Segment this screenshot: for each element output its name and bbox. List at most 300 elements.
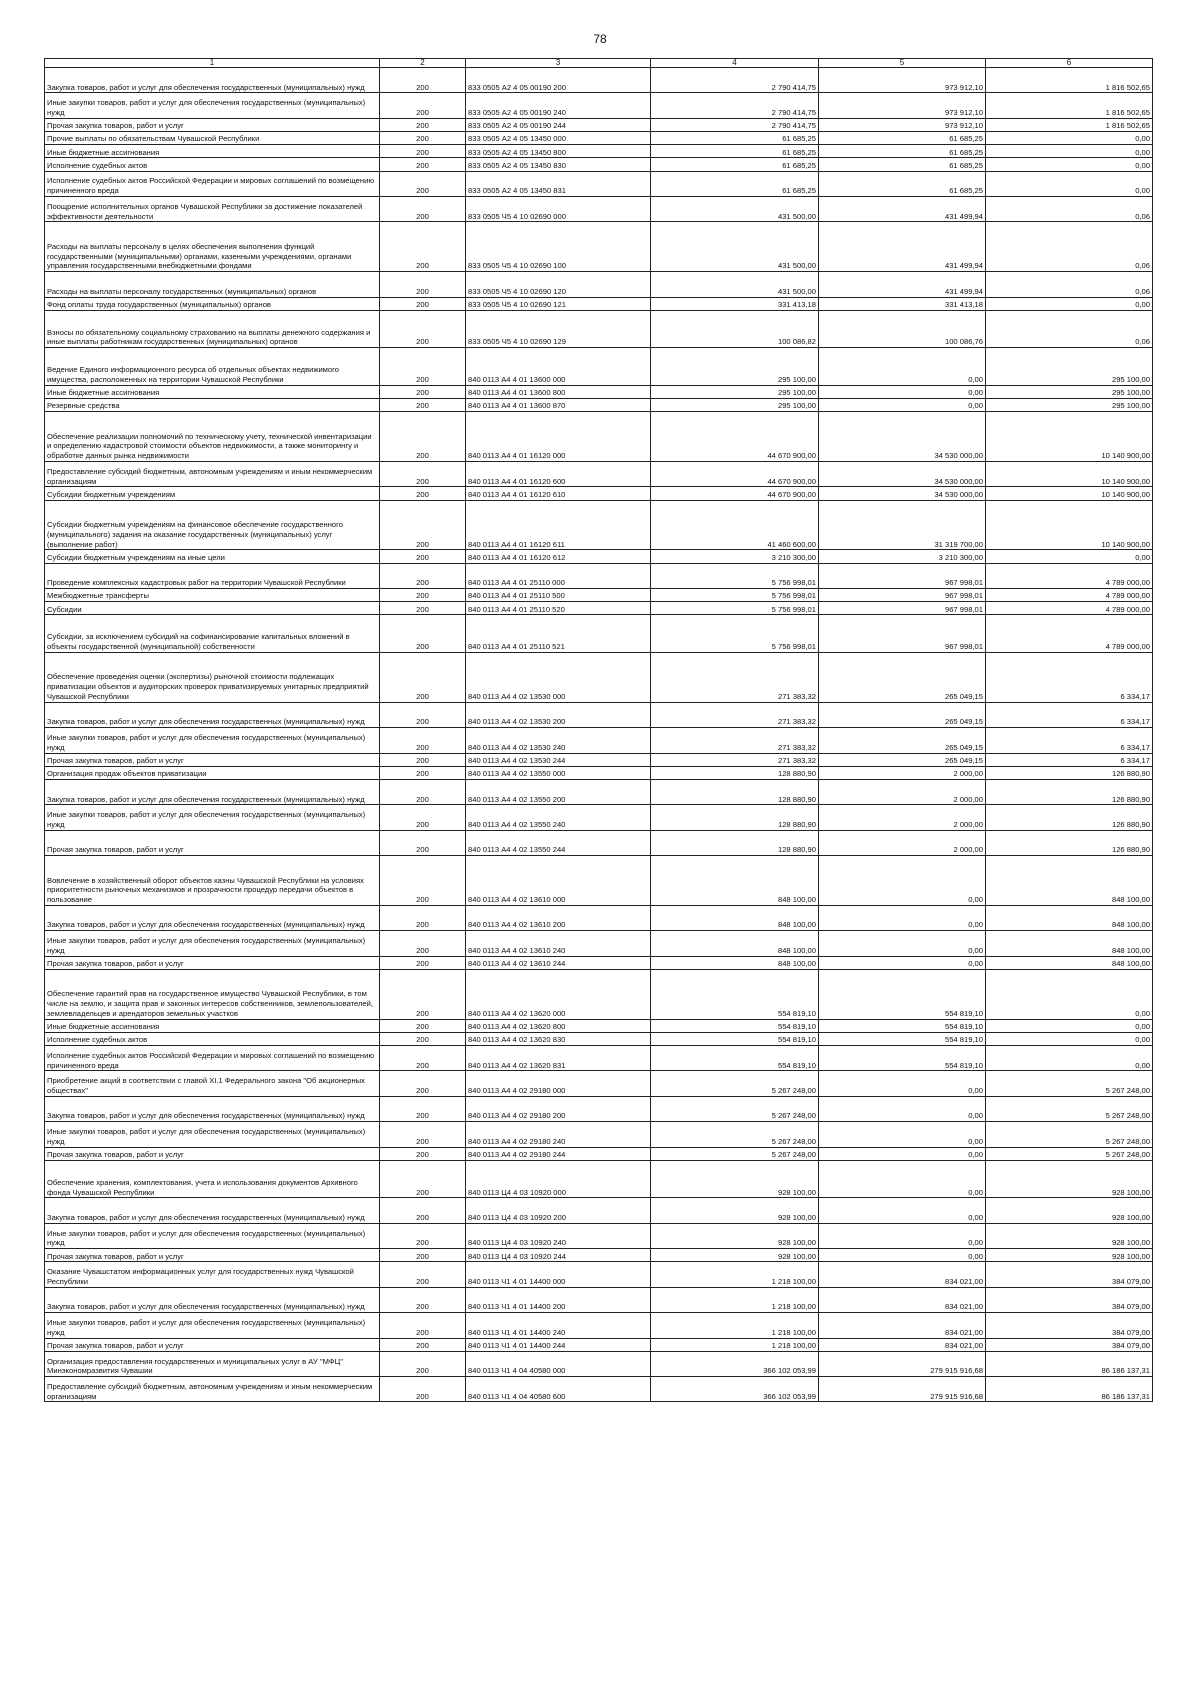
table-row xyxy=(45,1377,1153,1402)
row-description: Обеспечение проведения оценки (экспертизы) рыночной стоимости подлежащих приватизации объектов и аудиторских проверок приватизируемых унитарных предприятий Чувашской Республики xyxy=(45,652,380,702)
row-code: 200 xyxy=(380,728,466,753)
row-classification-code: 840 0113 А4 4 01 13600 870 xyxy=(466,399,651,412)
table-row xyxy=(45,563,1153,588)
row-unexecuted-amount: 0,00 xyxy=(986,145,1153,158)
row-classification-code: 840 0113 А4 4 02 13550 244 xyxy=(466,830,651,855)
row-approved-amount: 848 100,00 xyxy=(651,905,819,930)
row-description: Прочая закупка товаров, работ и услуг xyxy=(45,830,380,855)
table-row xyxy=(45,118,1153,131)
row-code: 200 xyxy=(380,956,466,969)
table-row xyxy=(45,1147,1153,1160)
row-executed-amount: 973 912,10 xyxy=(819,118,986,131)
row-approved-amount: 100 086,82 xyxy=(651,310,819,348)
row-code: 200 xyxy=(380,1122,466,1147)
row-executed-amount: 0,00 xyxy=(819,385,986,398)
row-unexecuted-amount: 86 186 137,31 xyxy=(986,1351,1153,1376)
row-approved-amount: 271 383,32 xyxy=(651,702,819,727)
row-description: Вовлечение в хозяйственный оборот объектов казны Чувашской Республики на условиях приоритетности рыночных механизмов и прозрачности процедур передачи объектов в пользование xyxy=(45,856,380,906)
row-description: Иные закупки товаров, работ и услуг для обеспечения государственных (муниципальных) нужд xyxy=(45,931,380,956)
table-row xyxy=(45,158,1153,171)
row-unexecuted-amount: 0,00 xyxy=(986,969,1153,1019)
row-code: 200 xyxy=(380,1019,466,1032)
row-approved-amount: 431 500,00 xyxy=(651,222,819,272)
table-row xyxy=(45,589,1153,602)
row-unexecuted-amount: 928 100,00 xyxy=(986,1249,1153,1262)
row-classification-code: 840 0113 Ц4 4 03 10920 000 xyxy=(466,1160,651,1198)
row-approved-amount: 1 218 100,00 xyxy=(651,1262,819,1287)
row-approved-amount: 848 100,00 xyxy=(651,856,819,906)
table-row xyxy=(45,145,1153,158)
row-code: 200 xyxy=(380,969,466,1019)
row-classification-code: 840 0113 Ч1 4 04 40580 000 xyxy=(466,1351,651,1376)
row-unexecuted-amount: 6 334,17 xyxy=(986,702,1153,727)
row-unexecuted-amount: 0,00 xyxy=(986,158,1153,171)
row-classification-code: 840 0113 А4 4 02 13550 000 xyxy=(466,766,651,779)
row-code: 200 xyxy=(380,830,466,855)
row-description: Закупка товаров, работ и услуг для обеспечения государственных (муниципальных) нужд xyxy=(45,1287,380,1312)
row-description: Закупка товаров, работ и услуг для обеспечения государственных (муниципальных) нужд xyxy=(45,1096,380,1121)
table-row xyxy=(45,272,1153,297)
row-classification-code: 840 0113 А4 4 02 13550 240 xyxy=(466,805,651,830)
row-approved-amount: 554 819,10 xyxy=(651,1032,819,1045)
row-code: 200 xyxy=(380,550,466,563)
row-code: 200 xyxy=(380,131,466,144)
row-description: Иные закупки товаров, работ и услуг для обеспечения государственных (муниципальных) нужд xyxy=(45,1223,380,1248)
row-approved-amount: 366 102 053,99 xyxy=(651,1351,819,1376)
table-row xyxy=(45,1198,1153,1223)
table-row xyxy=(45,602,1153,615)
row-code: 200 xyxy=(380,1262,466,1287)
row-executed-amount: 31 319 700,00 xyxy=(819,500,986,550)
row-approved-amount: 128 880,90 xyxy=(651,805,819,830)
row-executed-amount: 61 685,25 xyxy=(819,158,986,171)
row-description: Закупка товаров, работ и услуг для обеспечения государственных (муниципальных) нужд xyxy=(45,68,380,93)
row-code: 200 xyxy=(380,779,466,804)
row-executed-amount: 265 049,15 xyxy=(819,753,986,766)
row-unexecuted-amount: 0,06 xyxy=(986,310,1153,348)
row-description: Закупка товаров, работ и услуг для обеспечения государственных (муниципальных) нужд xyxy=(45,702,380,727)
table-row xyxy=(45,728,1153,753)
table-row xyxy=(45,68,1153,93)
row-executed-amount: 0,00 xyxy=(819,1198,986,1223)
row-code: 200 xyxy=(380,1377,466,1402)
row-approved-amount: 2 790 414,75 xyxy=(651,68,819,93)
row-unexecuted-amount: 6 334,17 xyxy=(986,652,1153,702)
row-unexecuted-amount: 0,00 xyxy=(986,171,1153,196)
row-code: 200 xyxy=(380,856,466,906)
row-unexecuted-amount: 848 100,00 xyxy=(986,856,1153,906)
row-description: Исполнение судебных актов xyxy=(45,1032,380,1045)
budget-report-table xyxy=(44,58,1153,1402)
row-unexecuted-amount: 0,00 xyxy=(986,131,1153,144)
row-executed-amount: 967 998,01 xyxy=(819,602,986,615)
table-row xyxy=(45,222,1153,272)
row-description: Межбюджетные трансферты xyxy=(45,589,380,602)
row-description: Иные закупки товаров, работ и услуг для обеспечения государственных (муниципальных) нужд xyxy=(45,805,380,830)
row-description: Прочая закупка товаров, работ и услуг xyxy=(45,753,380,766)
row-description: Субсидии xyxy=(45,602,380,615)
row-classification-code: 840 0113 А4 4 02 13610 244 xyxy=(466,956,651,969)
row-unexecuted-amount: 4 789 000,00 xyxy=(986,615,1153,653)
row-description: Субсидии, за исключением субсидий на софинансирование капитальных вложений в объекты государственной (муниципальной) собственности xyxy=(45,615,380,653)
row-executed-amount: 265 049,15 xyxy=(819,652,986,702)
row-classification-code: 840 0113 А4 4 02 13620 800 xyxy=(466,1019,651,1032)
row-executed-amount: 2 000,00 xyxy=(819,805,986,830)
table-row xyxy=(45,1019,1153,1032)
row-executed-amount: 0,00 xyxy=(819,348,986,386)
row-unexecuted-amount: 848 100,00 xyxy=(986,905,1153,930)
table-row xyxy=(45,956,1153,969)
row-approved-amount: 5 267 248,00 xyxy=(651,1147,819,1160)
row-classification-code: 840 0113 А4 4 01 25110 500 xyxy=(466,589,651,602)
row-description: Иные закупки товаров, работ и услуг для обеспечения государственных (муниципальных) нужд xyxy=(45,728,380,753)
row-executed-amount: 265 049,15 xyxy=(819,728,986,753)
row-code: 200 xyxy=(380,196,466,221)
row-unexecuted-amount: 5 267 248,00 xyxy=(986,1147,1153,1160)
row-classification-code: 840 0113 А4 4 02 13620 830 xyxy=(466,1032,651,1045)
row-description: Прочие выплаты по обязательствам Чувашской Республики xyxy=(45,131,380,144)
row-description: Субсидии бюджетным учреждениям на финансовое обеспечение государственного (муниципального) задания на оказание государственных (муниципальных) услуг (выполнение работ) xyxy=(45,500,380,550)
row-executed-amount: 834 021,00 xyxy=(819,1313,986,1338)
row-code: 200 xyxy=(380,272,466,297)
row-approved-amount: 848 100,00 xyxy=(651,956,819,969)
row-description: Расходы на выплаты персоналу в целях обеспечения выполнения функций государственными (муниципальными) органами, казенными учреждениями, органами управления государственными внебюджетными фондами xyxy=(45,222,380,272)
row-classification-code: 840 0113 Ц4 4 03 10920 200 xyxy=(466,1198,651,1223)
row-unexecuted-amount: 4 789 000,00 xyxy=(986,602,1153,615)
row-executed-amount: 834 021,00 xyxy=(819,1287,986,1312)
row-description: Фонд оплаты труда государственных (муниципальных) органов xyxy=(45,297,380,310)
row-approved-amount: 128 880,90 xyxy=(651,779,819,804)
row-code: 200 xyxy=(380,652,466,702)
table-row xyxy=(45,500,1153,550)
row-unexecuted-amount: 295 100,00 xyxy=(986,385,1153,398)
row-executed-amount: 279 915 916,68 xyxy=(819,1377,986,1402)
row-approved-amount: 44 670 900,00 xyxy=(651,487,819,500)
table-row xyxy=(45,1046,1153,1071)
row-executed-amount: 34 530 000,00 xyxy=(819,462,986,487)
row-unexecuted-amount: 4 789 000,00 xyxy=(986,589,1153,602)
row-code: 200 xyxy=(380,589,466,602)
table-row xyxy=(45,462,1153,487)
table-row xyxy=(45,550,1153,563)
row-executed-amount: 973 912,10 xyxy=(819,68,986,93)
row-description: Прочая закупка товаров, работ и услуг xyxy=(45,956,380,969)
table-row xyxy=(45,1223,1153,1248)
row-description: Организация продаж объектов приватизации xyxy=(45,766,380,779)
row-executed-amount: 431 499,94 xyxy=(819,222,986,272)
row-approved-amount: 928 100,00 xyxy=(651,1249,819,1262)
row-classification-code: 833 0505 А2 4 05 00190 200 xyxy=(466,68,651,93)
row-executed-amount: 0,00 xyxy=(819,399,986,412)
row-executed-amount: 0,00 xyxy=(819,1071,986,1096)
row-unexecuted-amount: 10 140 900,00 xyxy=(986,487,1153,500)
row-description: Субсидии бюджетным учреждениям xyxy=(45,487,380,500)
table-row xyxy=(45,1249,1153,1262)
row-classification-code: 840 0113 А4 4 02 29180 000 xyxy=(466,1071,651,1096)
row-description: Взносы по обязательному социальному страхованию на выплаты денежного содержания и иные выплаты работникам государственных (муниципальных) органов xyxy=(45,310,380,348)
row-approved-amount: 5 756 998,01 xyxy=(651,602,819,615)
row-code: 200 xyxy=(380,145,466,158)
row-code: 200 xyxy=(380,500,466,550)
row-classification-code: 840 0113 А4 4 02 13530 244 xyxy=(466,753,651,766)
row-approved-amount: 5 267 248,00 xyxy=(651,1096,819,1121)
row-description: Иные закупки товаров, работ и услуг для обеспечения государственных (муниципальных) нужд xyxy=(45,1313,380,1338)
row-code: 200 xyxy=(380,1046,466,1071)
row-executed-amount: 61 685,25 xyxy=(819,131,986,144)
row-classification-code: 833 0505 А2 4 05 00190 240 xyxy=(466,93,651,118)
column-header: 1 xyxy=(45,59,380,68)
row-classification-code: 833 0505 А2 4 05 13450 800 xyxy=(466,145,651,158)
row-executed-amount: 554 819,10 xyxy=(819,969,986,1019)
row-classification-code: 840 0113 Ч1 4 04 40580 600 xyxy=(466,1377,651,1402)
row-executed-amount: 61 685,25 xyxy=(819,171,986,196)
table-row xyxy=(45,766,1153,779)
row-approved-amount: 331 413,18 xyxy=(651,297,819,310)
row-code: 200 xyxy=(380,1160,466,1198)
row-code: 200 xyxy=(380,412,466,462)
table-row xyxy=(45,297,1153,310)
table-row xyxy=(45,652,1153,702)
row-code: 200 xyxy=(380,1096,466,1121)
column-header: 5 xyxy=(819,59,986,68)
row-approved-amount: 1 218 100,00 xyxy=(651,1313,819,1338)
row-description: Обеспечение хранения, комплектования, учета и использования документов Архивного фонда Чувашской Республики xyxy=(45,1160,380,1198)
row-approved-amount: 295 100,00 xyxy=(651,399,819,412)
row-classification-code: 840 0113 А4 4 01 16120 610 xyxy=(466,487,651,500)
row-approved-amount: 44 670 900,00 xyxy=(651,412,819,462)
row-approved-amount: 2 790 414,75 xyxy=(651,118,819,131)
row-description: Исполнение судебных актов Российской Федерации и мировых соглашений по возмещению причиненного вреда xyxy=(45,171,380,196)
row-code: 200 xyxy=(380,399,466,412)
row-classification-code: 840 0113 А4 4 02 13610 200 xyxy=(466,905,651,930)
row-description: Ведение Единого информационного ресурса об отдельных объектах недвижимого имущества, расположенных на территории Чувашской Республики xyxy=(45,348,380,386)
row-classification-code: 840 0113 А4 4 01 16120 612 xyxy=(466,550,651,563)
table-row xyxy=(45,348,1153,386)
row-classification-code: 833 0505 Ч5 4 10 02690 000 xyxy=(466,196,651,221)
row-executed-amount: 3 210 300,00 xyxy=(819,550,986,563)
row-approved-amount: 61 685,25 xyxy=(651,171,819,196)
row-classification-code: 840 0113 Ц4 4 03 10920 240 xyxy=(466,1223,651,1248)
row-unexecuted-amount: 86 186 137,31 xyxy=(986,1377,1153,1402)
table-row xyxy=(45,753,1153,766)
row-approved-amount: 848 100,00 xyxy=(651,931,819,956)
row-unexecuted-amount: 928 100,00 xyxy=(986,1223,1153,1248)
row-classification-code: 840 0113 Ч1 4 01 14400 200 xyxy=(466,1287,651,1312)
row-executed-amount: 331 413,18 xyxy=(819,297,986,310)
row-approved-amount: 928 100,00 xyxy=(651,1198,819,1223)
row-unexecuted-amount: 4 789 000,00 xyxy=(986,563,1153,588)
row-approved-amount: 271 383,32 xyxy=(651,753,819,766)
row-executed-amount: 265 049,15 xyxy=(819,702,986,727)
row-description: Резервные средства xyxy=(45,399,380,412)
row-executed-amount: 34 530 000,00 xyxy=(819,412,986,462)
row-classification-code: 840 0113 Ц4 4 03 10920 244 xyxy=(466,1249,651,1262)
row-description: Обеспечение гарантий прав на государственное имущество Чувашской Республики, в том числе на землю, и защита прав и законных интересов собственников, землепользователей, землевладельцев и арендаторов земельных участков xyxy=(45,969,380,1019)
row-executed-amount: 279 915 916,68 xyxy=(819,1351,986,1376)
row-classification-code: 840 0113 А4 4 02 13620 831 xyxy=(466,1046,651,1071)
row-classification-code: 840 0113 А4 4 02 13610 000 xyxy=(466,856,651,906)
row-executed-amount: 967 998,01 xyxy=(819,589,986,602)
row-classification-code: 840 0113 А4 4 02 29180 240 xyxy=(466,1122,651,1147)
row-classification-code: 840 0113 А4 4 01 16120 000 xyxy=(466,412,651,462)
row-code: 200 xyxy=(380,702,466,727)
row-description: Прочая закупка товаров, работ и услуг xyxy=(45,1338,380,1351)
table-row xyxy=(45,385,1153,398)
row-description: Иные закупки товаров, работ и услуг для обеспечения государственных (муниципальных) нужд xyxy=(45,1122,380,1147)
row-code: 200 xyxy=(380,931,466,956)
table-row xyxy=(45,905,1153,930)
row-unexecuted-amount: 5 267 248,00 xyxy=(986,1071,1153,1096)
row-classification-code: 840 0113 А4 4 01 25110 000 xyxy=(466,563,651,588)
row-executed-amount: 967 998,01 xyxy=(819,615,986,653)
row-executed-amount: 0,00 xyxy=(819,931,986,956)
row-executed-amount: 2 000,00 xyxy=(819,830,986,855)
row-classification-code: 840 0113 А4 4 01 16120 611 xyxy=(466,500,651,550)
table-row xyxy=(45,931,1153,956)
row-executed-amount: 834 021,00 xyxy=(819,1262,986,1287)
row-unexecuted-amount: 1 816 502,65 xyxy=(986,68,1153,93)
row-description: Закупка товаров, работ и услуг для обеспечения государственных (муниципальных) нужд xyxy=(45,779,380,804)
row-unexecuted-amount: 0,06 xyxy=(986,222,1153,272)
row-executed-amount: 0,00 xyxy=(819,856,986,906)
row-description: Организация предоставления государственных и муниципальных услуг в АУ "МФЦ" Минэкономразвития Чувашии xyxy=(45,1351,380,1376)
row-code: 200 xyxy=(380,297,466,310)
row-code: 200 xyxy=(380,602,466,615)
table-row xyxy=(45,1032,1153,1045)
row-unexecuted-amount: 6 334,17 xyxy=(986,728,1153,753)
table-row xyxy=(45,779,1153,804)
row-approved-amount: 431 500,00 xyxy=(651,196,819,221)
row-unexecuted-amount: 295 100,00 xyxy=(986,399,1153,412)
row-code: 200 xyxy=(380,905,466,930)
row-classification-code: 840 0113 Ч1 4 01 14400 244 xyxy=(466,1338,651,1351)
column-header: 3 xyxy=(466,59,651,68)
table-row xyxy=(45,1160,1153,1198)
row-description: Поощрение исполнительных органов Чувашской Республики за достижение показателей эффективности деятельности xyxy=(45,196,380,221)
row-executed-amount: 0,00 xyxy=(819,1223,986,1248)
row-code: 200 xyxy=(380,753,466,766)
row-classification-code: 833 0505 Ч5 4 10 02690 100 xyxy=(466,222,651,272)
row-classification-code: 833 0505 А2 4 05 13450 000 xyxy=(466,131,651,144)
row-executed-amount: 100 086,76 xyxy=(819,310,986,348)
row-approved-amount: 554 819,10 xyxy=(651,1019,819,1032)
row-executed-amount: 0,00 xyxy=(819,1160,986,1198)
row-executed-amount: 973 912,10 xyxy=(819,93,986,118)
row-approved-amount: 61 685,25 xyxy=(651,131,819,144)
row-executed-amount: 431 499,94 xyxy=(819,196,986,221)
row-code: 200 xyxy=(380,1351,466,1376)
row-code: 200 xyxy=(380,93,466,118)
row-classification-code: 833 0505 Ч5 4 10 02690 129 xyxy=(466,310,651,348)
table-row xyxy=(45,702,1153,727)
table-row xyxy=(45,487,1153,500)
row-description: Закупка товаров, работ и услуг для обеспечения государственных (муниципальных) нужд xyxy=(45,905,380,930)
page-number: 78 xyxy=(593,32,607,46)
table-row xyxy=(45,1096,1153,1121)
row-unexecuted-amount: 5 267 248,00 xyxy=(986,1096,1153,1121)
table-row xyxy=(45,1313,1153,1338)
row-approved-amount: 271 383,32 xyxy=(651,728,819,753)
row-code: 200 xyxy=(380,1249,466,1262)
column-header: 2 xyxy=(380,59,466,68)
row-code: 200 xyxy=(380,1147,466,1160)
row-classification-code: 833 0505 А2 4 05 00190 244 xyxy=(466,118,651,131)
row-classification-code: 833 0505 Ч5 4 10 02690 120 xyxy=(466,272,651,297)
row-code: 200 xyxy=(380,158,466,171)
column-header: 6 xyxy=(986,59,1153,68)
row-unexecuted-amount: 384 079,00 xyxy=(986,1338,1153,1351)
row-code: 200 xyxy=(380,1198,466,1223)
row-classification-code: 833 0505 А2 4 05 13450 831 xyxy=(466,171,651,196)
row-code: 200 xyxy=(380,118,466,131)
row-unexecuted-amount: 0,00 xyxy=(986,1046,1153,1071)
row-unexecuted-amount: 126 880,90 xyxy=(986,805,1153,830)
row-unexecuted-amount: 10 140 900,00 xyxy=(986,500,1153,550)
row-code: 200 xyxy=(380,563,466,588)
row-executed-amount: 2 000,00 xyxy=(819,779,986,804)
row-description: Исполнение судебных актов Российской Федерации и мировых соглашений по возмещению причиненного вреда xyxy=(45,1046,380,1071)
row-unexecuted-amount: 0,06 xyxy=(986,272,1153,297)
row-approved-amount: 295 100,00 xyxy=(651,348,819,386)
row-executed-amount: 2 000,00 xyxy=(819,766,986,779)
table-row xyxy=(45,615,1153,653)
row-approved-amount: 3 210 300,00 xyxy=(651,550,819,563)
row-approved-amount: 2 790 414,75 xyxy=(651,93,819,118)
row-classification-code: 840 0113 А4 4 02 13550 200 xyxy=(466,779,651,804)
row-unexecuted-amount: 0,00 xyxy=(986,1019,1153,1032)
row-unexecuted-amount: 126 880,90 xyxy=(986,766,1153,779)
table-row xyxy=(45,1262,1153,1287)
row-classification-code: 833 0505 Ч5 4 10 02690 121 xyxy=(466,297,651,310)
row-executed-amount: 0,00 xyxy=(819,905,986,930)
row-code: 200 xyxy=(380,1032,466,1045)
row-unexecuted-amount: 0,00 xyxy=(986,550,1153,563)
row-unexecuted-amount: 0,00 xyxy=(986,1032,1153,1045)
row-executed-amount: 0,00 xyxy=(819,1096,986,1121)
row-approved-amount: 61 685,25 xyxy=(651,145,819,158)
row-code: 200 xyxy=(380,171,466,196)
row-unexecuted-amount: 1 816 502,65 xyxy=(986,118,1153,131)
row-classification-code: 840 0113 А4 4 01 25110 521 xyxy=(466,615,651,653)
row-unexecuted-amount: 0,00 xyxy=(986,297,1153,310)
row-executed-amount: 0,00 xyxy=(819,1122,986,1147)
table-row xyxy=(45,969,1153,1019)
column-number-header-row xyxy=(45,59,1153,68)
row-description: Прочая закупка товаров, работ и услуг xyxy=(45,1147,380,1160)
row-classification-code: 840 0113 А4 4 02 13530 200 xyxy=(466,702,651,727)
table-row xyxy=(45,805,1153,830)
row-code: 200 xyxy=(380,1287,466,1312)
row-classification-code: 840 0113 Ч1 4 01 14400 000 xyxy=(466,1262,651,1287)
row-classification-code: 840 0113 А4 4 02 13610 240 xyxy=(466,931,651,956)
row-classification-code: 840 0113 А4 4 02 29180 244 xyxy=(466,1147,651,1160)
row-classification-code: 840 0113 А4 4 01 13600 800 xyxy=(466,385,651,398)
row-code: 200 xyxy=(380,1313,466,1338)
row-unexecuted-amount: 295 100,00 xyxy=(986,348,1153,386)
row-code: 200 xyxy=(380,487,466,500)
row-code: 200 xyxy=(380,310,466,348)
row-unexecuted-amount: 848 100,00 xyxy=(986,956,1153,969)
row-unexecuted-amount: 0,06 xyxy=(986,196,1153,221)
row-description: Иные закупки товаров, работ и услуг для обеспечения государственных (муниципальных) нужд xyxy=(45,93,380,118)
row-executed-amount: 0,00 xyxy=(819,1249,986,1262)
row-code: 200 xyxy=(380,1071,466,1096)
row-approved-amount: 61 685,25 xyxy=(651,158,819,171)
table-row xyxy=(45,131,1153,144)
table-row xyxy=(45,1338,1153,1351)
row-executed-amount: 967 998,01 xyxy=(819,563,986,588)
row-executed-amount: 554 819,10 xyxy=(819,1032,986,1045)
